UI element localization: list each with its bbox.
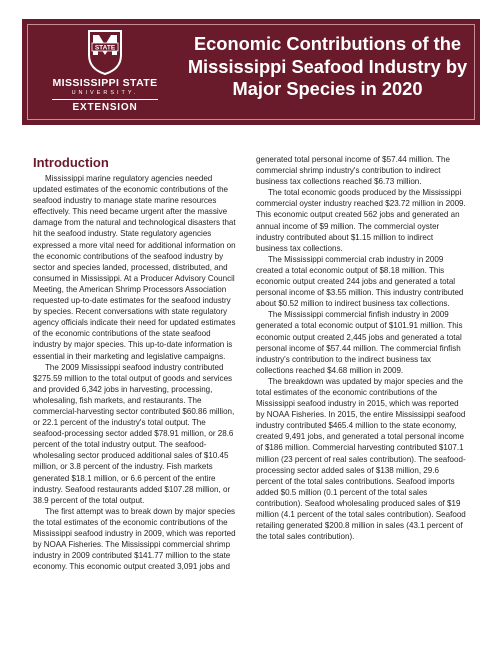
title-line-1: Economic Contributions of the [193, 33, 462, 54]
page-title [185, 33, 470, 101]
right-column [256, 154, 466, 542]
logo-university-name: MISSISSIPPI STATE [52, 77, 158, 89]
paragraph: The Mississippi commercial crab industry in 2009 created a total economic output of $8.18 million. This economic output created 244 jobs and generated a total personal income of $3.55 million. This industry contributed about $0.52 million to indirect business tax collections. [256, 254, 464, 309]
logo-university-label: UNIVERSITY. [71, 90, 139, 96]
title-banner [22, 19, 480, 125]
shield-icon [87, 29, 123, 75]
title-line-2: Mississippi Seafood Industry by [187, 55, 468, 77]
title-line-3: Major Species in 2020 [232, 78, 423, 99]
left-column [33, 155, 238, 572]
logo-badge-text: STATE [94, 44, 116, 52]
section-heading-introduction: Introduction [33, 155, 109, 170]
paragraph: The Mississippi commercial finfish industry in 2009 generated a total economic output of $101.91 million. This economic output created 2,445 jobs and generated a total personal income of $57.44 million. The commercial finfish industry's contribution to the indirect business tax collections reached $4.68 million in 2009. [256, 310, 463, 375]
paragraph: Mississippi marine regulatory agencies needed updated estimates of the economic contributions of the seafood industry to manage state marine resources effectively. This need became urgent after the massive damage from the natural and technological disasters that hit the seafood industry. State regulatory agencies expressed a more vital need for additional information on the economic contributions of the seafood industry by sector and species landed, processed, distributed, and consumed in Mississippi. At a Producer Advisory Council Meeting, the American Shrimp Processors Association requested up-to-date estimates for the seafood industry by species. Recent conversations with state regulatory agency officials indicate their need for updated estimates of the economic contributions of the state seafood industry by major species. This up-to-date information is essential in their marketing and legislative campaigns. [33, 174, 236, 361]
paragraph: generated total personal income of $57.44 million. The commercial shrimp industry's contribution to indirect business tax collections reached $6.73 million. [256, 155, 450, 187]
paragraph: The total economic goods produced by the Mississippi commercial oyster industry reached $23.72 million in 2009. This economic output created 562 jobs and generated an annual income of $9 million. The commercial oyster industry contributed about $1.15 million to indirect business tax collections. [256, 188, 466, 253]
logo-divider [52, 99, 158, 100]
paragraph: The breakdown was updated by major species and the total estimates of the economic contributions of the Mississippi seafood industry in 2015, which was reported by NOAA Fisheries. In 2015, the entire Mississippi seafood industry contributed $465.4 million to the state economy, created 9,491 jobs, and generated a total personal income of $186 million. Commercial harvesting contributed $107.1 million (23 percent of real sales contribution). The seafood-processing sector added sales of $138 million, 29.6 percent of the total sales contributions. Seafood imports added $0.5 million (0.1 percent of the total sales contribution). Seafood wholesaling produced sales of $19 million (4.1 percent of the total sales contribution). Seafood retailing generated $200.8 million in sales (43.1 percent of the total sales contribution). [256, 376, 466, 542]
logo-extension-label: EXTENSION [72, 102, 138, 113]
paragraph: The first attempt was to break down by major species the total estimates of the economic contributions of the Mississippi seafood industry in 2009, which was reported by NOAA Fisheries. The Mississippi commercial shrimp industry in 2009 contributed $141.77 million to the state economy. This economic output created 3,091 jobs and [33, 506, 236, 572]
paragraph: The 2009 Mississippi seafood industry contributed $275.59 million to the total output of goods and services and provided 6,342 jobs in harvesting, processing, wholesaling, fish markets, and restaurants. The commercial-harvesting sector contributed $60.86 million, or 22.1 percent of the industry's total output. The seafood-processing sector added $78.91 million, or 28.6 percent of the total industry output. The seafood-wholesaling sector produced additional sales of $10.45 million, or 3.8 percent of the industry. Fish markets generated $18.1 million, or 6.6 percent of the entire industry. Seafood restaurants added $107.28 million, or 38.9 percent of the total output. [33, 362, 235, 505]
msu-extension-logo [32, 28, 178, 114]
